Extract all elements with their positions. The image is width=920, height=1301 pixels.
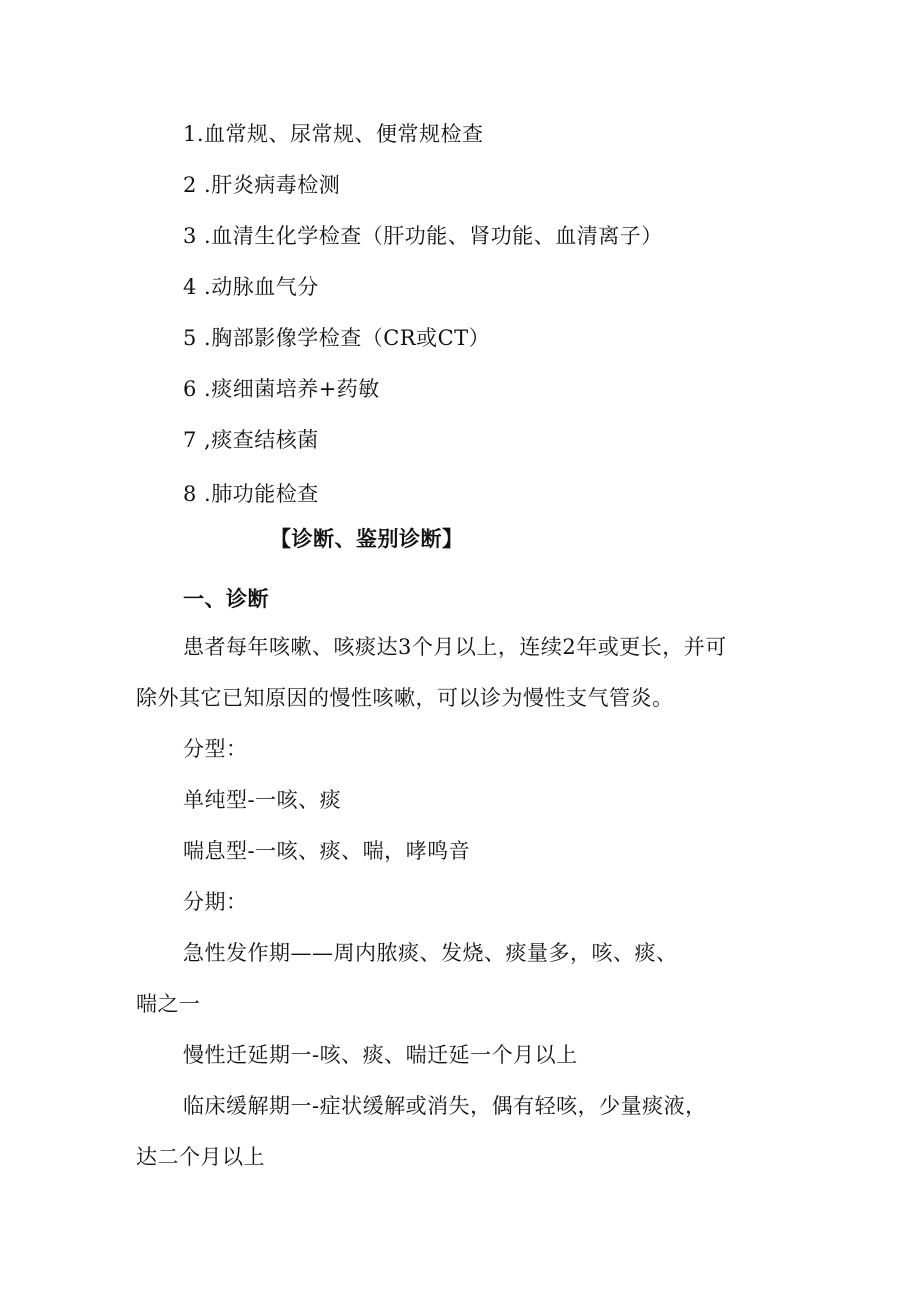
exam-item-2: 2 .肝炎病毒检测 bbox=[183, 173, 341, 197]
exam-item-7: 7 ,痰查结核菌 bbox=[183, 428, 319, 452]
exam-item-5: 5 .胸部影像学检查（CR或CT） bbox=[183, 326, 491, 350]
subheading-diagnosis: 一、诊断 bbox=[183, 586, 269, 611]
exam-item-8: 8 .肺功能检查 bbox=[183, 482, 319, 506]
stages-label: 分期： bbox=[183, 890, 248, 914]
type-asthmatic: 喘息型-一咳、痰、喘，哮鸣音 bbox=[183, 839, 471, 863]
exam-item-6: 6 .痰细菌培养+药敏 bbox=[183, 377, 380, 401]
stage-remission-line-1: 临床缓解期一-症状缓解或消失，偶有轻咳，少量痰液， bbox=[183, 1094, 707, 1118]
stage-acute-line-2: 喘之一 bbox=[136, 992, 201, 1016]
exam-item-4: 4 .动脉血气分 bbox=[183, 275, 319, 299]
stage-chronic: 慢性迁延期一-咳、痰、喘迁延一个月以上 bbox=[183, 1043, 578, 1067]
stage-acute-line-1: 急性发作期——周内脓痰、发烧、痰量多，咳、痰、 bbox=[183, 941, 678, 965]
diagnosis-paragraph-line-1: 患者每年咳嗽、咳痰达3个月以上，连续2年或更长，并可 bbox=[183, 635, 727, 659]
stage-remission-line-2: 达二个月以上 bbox=[136, 1145, 265, 1169]
exam-item-1: 1.血常规、尿常规、便常规检查 bbox=[183, 122, 484, 146]
exam-item-3: 3 .血清生化学检查（肝功能、肾功能、血清离子） bbox=[183, 224, 663, 248]
types-label: 分型： bbox=[183, 737, 248, 761]
section-heading: 【诊断、鉴别诊断】 bbox=[270, 526, 464, 551]
diagnosis-paragraph-line-2: 除外其它已知原因的慢性咳嗽，可以诊为慢性支气管炎。 bbox=[136, 686, 674, 710]
type-simple: 单纯型-一咳、痰 bbox=[183, 788, 342, 812]
